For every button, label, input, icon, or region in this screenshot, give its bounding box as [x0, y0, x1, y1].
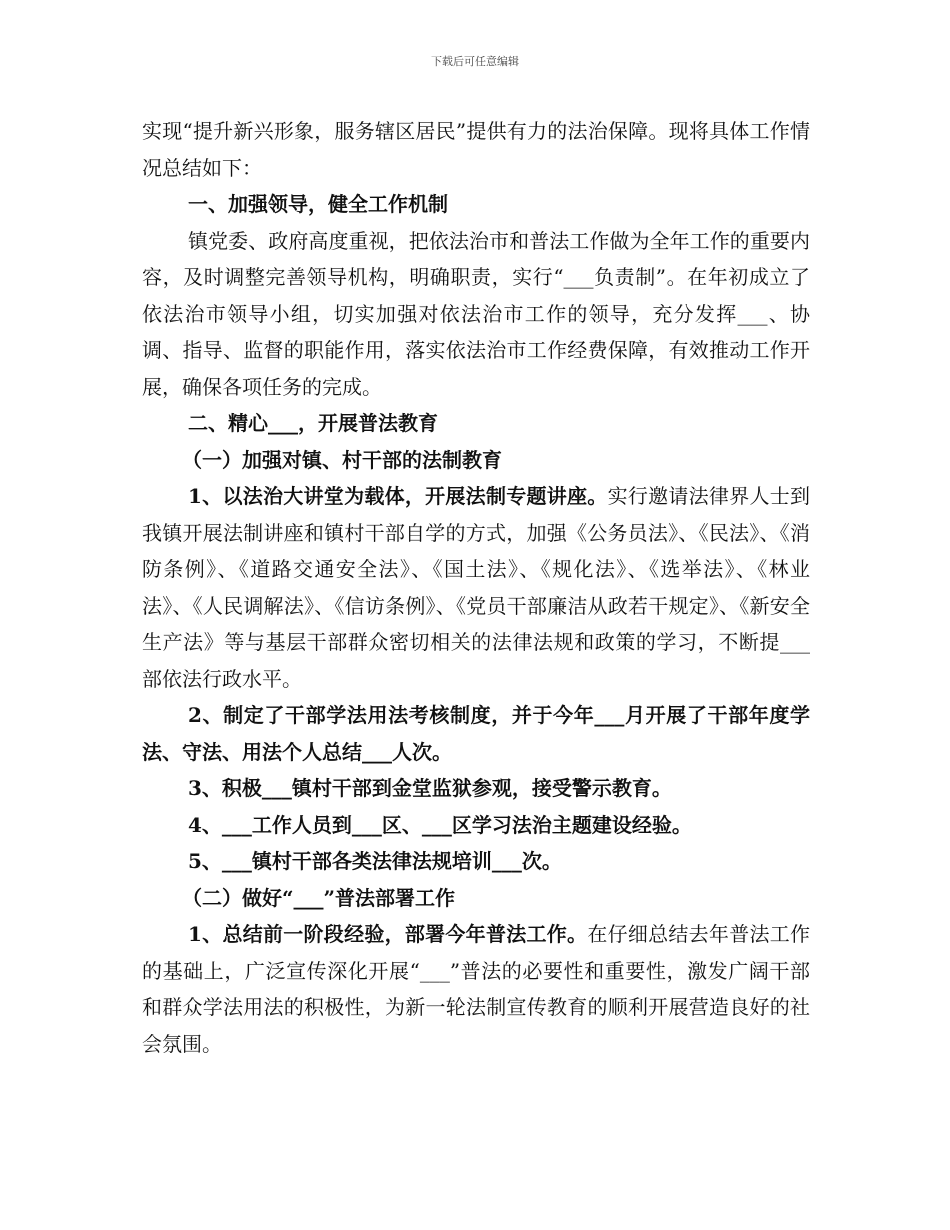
- subsection-heading-1: （一）加强对镇、村干部的法制教育: [182, 447, 502, 472]
- section-heading-1: 一、加强领导，健全工作机制: [188, 192, 448, 216]
- list-item-6-text: 在仔细总结去年普法工作的基础上，广泛宣传深化开展“___”普法的必要性和重要性，激发广阔干部和群众学法用法的积极性，为新一轮法制宣传教育的顺利开展营造良好的社会氛围。: [142, 922, 811, 1056]
- section-heading-2: 二、精心___，开展普法教育: [188, 411, 438, 435]
- subsection-heading-2: （二）做好“___”普法部署工作: [182, 885, 456, 910]
- page-header-note: 下载后可任意编辑: [431, 55, 519, 68]
- document-body: [142, 113, 810, 1062]
- list-item-6: [142, 916, 810, 1062]
- list-item-6-lead: 1、总结前一阶段经验，部署今年普法工作。: [188, 922, 588, 946]
- list-item-3: 3、积极___镇村干部到金堂监狱参观，接受警示教育。: [188, 776, 672, 800]
- list-item-2: 2、制定了干部学法用法考核制度，并于今年___月开展了干部年度学法、守法、用法个人总结___人次。: [142, 703, 810, 764]
- list-item-1: [142, 478, 810, 697]
- paragraph-leadership: 镇党委、政府高度重视，把依法治市和普法工作做为全年工作的重要内容，及时调整完善领导机构，明确职责，实行“___负责制”。在年初成立了依法治市领导小组，切实加强对依法治市工作的领导，充分发挥___、协调、指导、监督的职能作用，落实依法治市工作经费保障，有效推动工作开展，确保各项任务的完成。: [142, 228, 810, 399]
- list-item-1-lead: 1、以法治大讲堂为载体，开展法制专题讲座。: [188, 484, 608, 508]
- list-item-1-text: 实行邀请法律界人士到我镇开展法制讲座和镇村干部自学的方式，加强《公务员法》、《民法》、《消防条例》、《道路交通安全法》、《国土法》、《规化法》、《选举法》、《林业法》、《人民调解法》、《信访条例》、《党员干部廉洁从政若干规定》、《新安全生产法》等与基层干部群众密切相关的法律法规和政策的学习，不断提___部依法行政水平。: [142, 484, 811, 691]
- list-item-5: 5、___镇村干部各类法律法规培训___次。: [188, 849, 562, 873]
- list-item-4: 4、___工作人员到___区、___区学习法治主题建设经验。: [188, 812, 692, 837]
- paragraph-intro: 实现“提升新兴形象，服务辖区居民”提供有力的法治保障。现将具体工作情况总结如下：: [142, 119, 810, 180]
